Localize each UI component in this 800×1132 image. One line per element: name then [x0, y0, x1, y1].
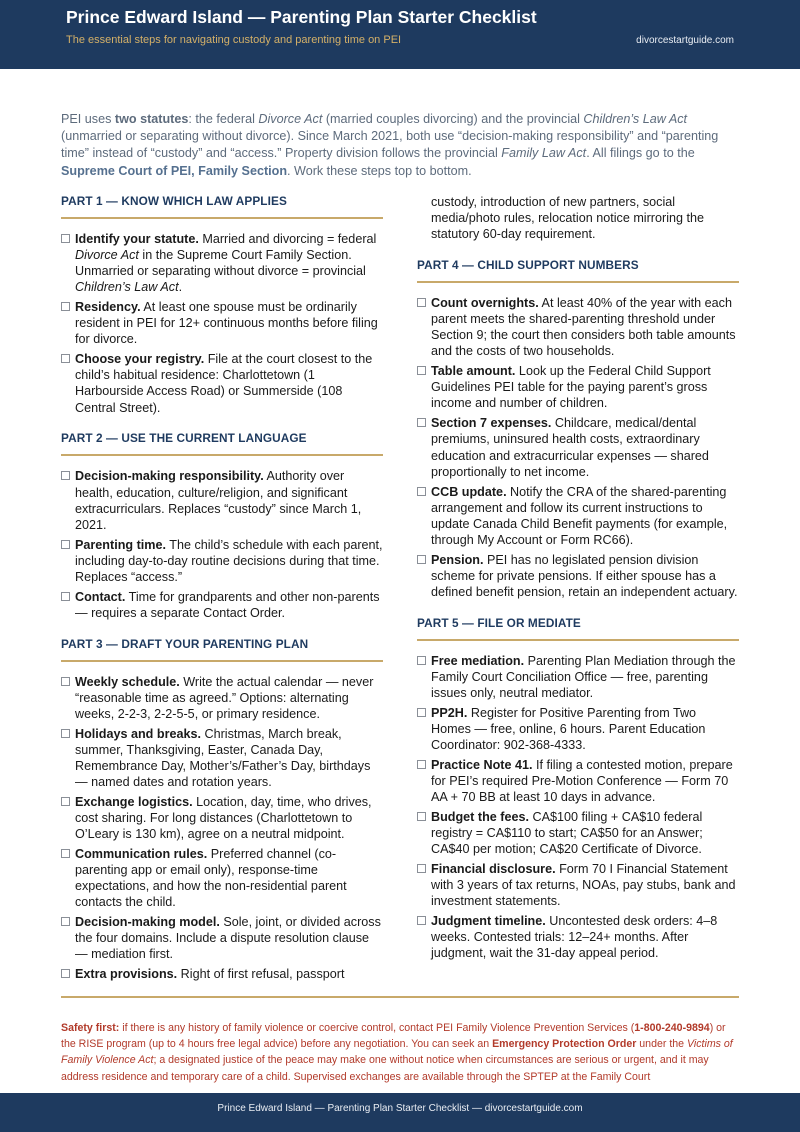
checkbox-icon[interactable] — [61, 354, 70, 363]
checklist-item — [61, 914, 383, 962]
safety-text: ) or the RISE program (up to 4 hours free legal advice) before any negotiation. You can seek an — [61, 1022, 726, 1051]
intro-text: PEI uses — [61, 112, 115, 126]
item-text: Write the actual calendar — never “reasonable time as agreed.” Options: alternating weeks, 2-2-3, 2-2-5-5, or primary residence. — [75, 674, 374, 721]
item-label: Pension. — [431, 552, 484, 567]
item-text: Uncontested desk orders: 4–8 weeks. Contested trials: 12–24+ months. After judgment, wait the 31-day appeal period. — [431, 914, 718, 961]
item-label: Judgment timeline. — [431, 914, 546, 929]
safety-text: ; a designated justice of the peace may make one without notice when circumstances are serious or urgent, and it may address residence and temporary care of a child. Supervised exchanges are available through the SPTEP at the Family Court — [61, 1054, 709, 1083]
part-5-heading: PART 5 — FILE OR MEDIATE — [417, 616, 739, 641]
footer-text: Prince Edward Island — Parenting Plan Starter Checklist — divorcestartguide.com — [217, 1103, 583, 1114]
checkbox-icon[interactable] — [417, 487, 426, 496]
checkbox-icon[interactable] — [61, 302, 70, 311]
checkbox-icon[interactable] — [417, 418, 426, 427]
item-italic: Divorce Act — [75, 248, 139, 263]
item-label: Parenting time. — [75, 537, 166, 552]
intro-italic: Children’s Law Act — [583, 112, 688, 126]
item-text: Notify the CRA of the shared-parenting arrangement and follow its current instructions to update Canada Child Benefit payments (for example, through My Account or Form RC66). — [431, 484, 728, 547]
item-text: At least one spouse must be ordinarily resident in PEI for 12+ continuous months before filing for divorce. — [75, 300, 378, 347]
intro-bold: two statutes — [114, 112, 189, 126]
item-label: Table amount. — [431, 364, 516, 379]
item-label: Exchange logistics. — [75, 794, 193, 809]
item-text: Right of first refusal, passport — [177, 967, 345, 982]
item-text: Sole, joint, or divided across the four domains. Include a dispute resolution clause — mediation first. — [75, 915, 381, 962]
checklist-item — [417, 552, 739, 600]
part-1-heading: PART 1 — KNOW WHICH LAW APPLIES — [61, 194, 383, 219]
item-text: Form 70 I Financial Statement with 3 years of tax returns, NOAs, pay stubs, bank and investment statements. — [431, 862, 736, 909]
page-header — [0, 0, 800, 69]
checkbox-icon[interactable] — [417, 708, 426, 717]
item-text: If filing a contested motion, prepare for PEI’s required Pre-Motion Conference — Form 70 AA + 70 BB at least 10 days in advance. — [431, 757, 733, 805]
item-text: Look up the Federal Child Support Guidelines PEI table for the paying parent’s gross income and number of children. — [431, 364, 711, 411]
item-label: Decision-making model. — [75, 915, 220, 930]
item-text: Register for Positive Parenting from Two Homes — free, online, 6 hours. Parent Education Coordinator: 902-368-4333. — [431, 705, 706, 753]
checklist-item — [61, 537, 383, 585]
checkbox-icon[interactable] — [417, 298, 426, 307]
checkbox-icon[interactable] — [61, 540, 70, 549]
checklist-item — [61, 726, 383, 790]
item-label: Section 7 expenses. — [431, 416, 552, 431]
intro-text: . Work these steps top to bottom. — [287, 163, 472, 178]
checkbox-icon[interactable] — [61, 234, 70, 243]
item-text: The child’s schedule with each parent, including day-to-day routine decisions during that time. Replaces “access.” — [75, 537, 383, 584]
part-4-heading: PART 4 — CHILD SUPPORT NUMBERS — [417, 258, 739, 283]
item-text: Parenting Plan Mediation through the Family Court Conciliation Office — free, parenting issues only, neutral mediator. — [431, 653, 736, 700]
checklist-item — [61, 299, 383, 347]
checkbox-icon[interactable] — [61, 797, 70, 806]
checklist-item — [61, 468, 383, 532]
checklist-item — [417, 705, 739, 753]
item-label: CCB update. — [431, 484, 507, 499]
item-label: Contact. — [75, 589, 126, 604]
intro-italic: Family Law Act — [501, 146, 587, 161]
safety-order-name: Emergency Protection Order — [492, 1038, 637, 1051]
item-label: Financial disclosure. — [431, 862, 556, 877]
part-3-heading: PART 3 — DRAFT YOUR PARENTING PLAN — [61, 637, 383, 662]
checklist-item — [61, 966, 383, 982]
checklist-item — [417, 363, 739, 411]
intro-court-name: Supreme Court of PEI, Family Section — [61, 163, 288, 178]
checklist-item — [61, 794, 383, 842]
checklist-item — [417, 415, 739, 479]
item-label: Holidays and breaks. — [75, 726, 201, 741]
checklist-item — [417, 484, 739, 548]
intro-text: (married couples divorcing) and the provincial — [322, 112, 584, 126]
checkbox-icon[interactable] — [417, 555, 426, 564]
item-text: Christmas, March break, summer, Thanksgiving, Easter, Canada Day, Remembrance Day, Mother’s/Father’s Day, birthdays — named dates and rotation years. — [75, 726, 371, 790]
checklist-item — [61, 674, 383, 722]
intro-text: . All filings go to the — [586, 146, 695, 161]
item-text: Childcare, medical/dental premiums, uninsured health costs, extraordinary education and extracurricular expenses — shared proportionally to net income. — [431, 416, 709, 479]
part-4-checklist — [417, 295, 739, 600]
item-label: Residency. — [75, 300, 141, 315]
checklist-item — [61, 846, 383, 910]
checkbox-icon[interactable] — [61, 471, 70, 480]
item-label: Budget the fees. — [431, 809, 529, 824]
checklist-item — [417, 295, 739, 359]
checkbox-icon[interactable] — [61, 677, 70, 686]
item-label: Count overnights. — [431, 296, 539, 311]
intro-paragraph — [61, 111, 741, 180]
item-text: in the Supreme Court Family Section. Unmarried or separating without divorce = provincial — [75, 248, 366, 279]
item-text: Authority over health, education, culture/religion, and significant extracurriculars. Replaces “custody” since March 1, 2021. — [75, 469, 362, 532]
checklist-item — [61, 351, 383, 415]
safety-notice — [61, 1020, 741, 1085]
checklist-item — [417, 913, 739, 961]
checkbox-icon[interactable] — [61, 592, 70, 601]
part-5-checklist — [417, 653, 739, 962]
item-label: PP2H. — [431, 705, 468, 720]
part-2-heading: PART 2 — USE THE CURRENT LANGUAGE — [61, 431, 383, 456]
left-column — [61, 194, 383, 986]
item-text: Location, day, time, who drives, cost sharing. For long distances (Charlottetown to O’Leary is 130 km), agree on a neutral midpoint. — [75, 794, 372, 842]
page-title: Prince Edward Island — Parenting Plan Starter Checklist — [66, 7, 537, 27]
item-label: Free mediation. — [431, 653, 525, 668]
checklist-item — [417, 861, 739, 909]
item-label: Communication rules. — [75, 846, 208, 861]
part-1-checklist — [61, 231, 383, 416]
item-label: Identify your statute. — [75, 232, 199, 246]
safety-text: if there is any history of family violence or coercive control, contact PEI Family Violence Prevention Services ( — [119, 1022, 635, 1034]
checkbox-icon[interactable] — [61, 729, 70, 738]
item-text: custody, introduction of new partners, social media/photo rules, relocation notice mirroring the statutory 60-day requirement. — [431, 195, 705, 242]
site-name: divorcestartguide.com — [636, 35, 734, 46]
checklist-item — [61, 231, 383, 295]
item-text: CA$100 filing + CA$10 federal registry = CA$110 to start; CA$50 for an Answer; CA$40 per motion; CA$20 Certificate of Divorce. — [431, 809, 703, 857]
part-3-checklist — [61, 674, 383, 983]
checkbox-icon[interactable] — [61, 849, 70, 858]
item-text: PEI has no legislated pension division scheme for private pensions. If either spouse has a defined benefit pension, retain an independent actuary. — [431, 552, 738, 599]
safety-text: under the — [636, 1038, 687, 1051]
checkbox-icon[interactable] — [417, 656, 426, 665]
checkbox-icon[interactable] — [417, 760, 426, 769]
checklist-item-continuation — [417, 194, 739, 242]
item-text: . — [178, 280, 183, 295]
item-text: Time for grandparents and other non-parents — requires a separate Contact Order. — [75, 589, 380, 620]
checkbox-icon[interactable] — [61, 917, 70, 926]
intro-text: : the federal — [188, 112, 259, 126]
checkbox-icon[interactable] — [417, 916, 426, 925]
item-text: Preferred channel (co-parenting app or email only), response-time expectations, and how the non-residential parent contacts the child. — [75, 846, 347, 910]
item-text: At least 40% of the year with each parent meets the shared-parenting threshold under Section 9; the court then considers both table amounts and the costs of two households. — [431, 296, 736, 359]
checklist-item — [417, 809, 739, 857]
checkbox-icon[interactable] — [417, 366, 426, 375]
item-text: Married and divorcing = federal — [198, 232, 377, 246]
checklist-item — [417, 757, 739, 805]
item-label: Choose your registry. — [75, 352, 205, 367]
right-column — [417, 194, 739, 965]
intro-italic: Divorce Act — [258, 112, 323, 126]
safety-label: Safety first: — [61, 1022, 120, 1034]
part-3-checklist-continued — [417, 194, 739, 242]
item-text: File at the court closest to the child’s habitual residence: Charlottetown (1 Harbourside Access Road) or Summerside (108 Central Street). — [75, 352, 373, 415]
item-label: Extra provisions. — [75, 967, 178, 982]
part-2-checklist — [61, 468, 383, 620]
checkbox-icon[interactable] — [417, 812, 426, 821]
item-label: Weekly schedule. — [75, 674, 180, 689]
checkbox-icon[interactable] — [61, 969, 70, 978]
checklist-item — [417, 653, 739, 701]
checklist-item — [61, 589, 383, 621]
intro-text: (unmarried or separating without divorce). Since March 2021, both use “decision-making responsibility” and “parenting time” instead of “custody” and “access.” Property division follows the provincial — [61, 129, 719, 161]
page-subtitle: The essential steps for navigating custody and parenting time on PEI — [66, 34, 402, 46]
section-divider — [61, 996, 739, 998]
checkbox-icon[interactable] — [417, 864, 426, 873]
safety-act-name: Victims of Family Violence Act — [61, 1038, 733, 1067]
page-footer — [0, 1093, 800, 1132]
safety-phone: 1-800-240-9894 — [634, 1022, 710, 1034]
item-label: Practice Note 41. — [431, 757, 533, 772]
item-italic: Children’s Law Act — [75, 280, 179, 295]
item-label: Decision-making responsibility. — [75, 469, 264, 484]
